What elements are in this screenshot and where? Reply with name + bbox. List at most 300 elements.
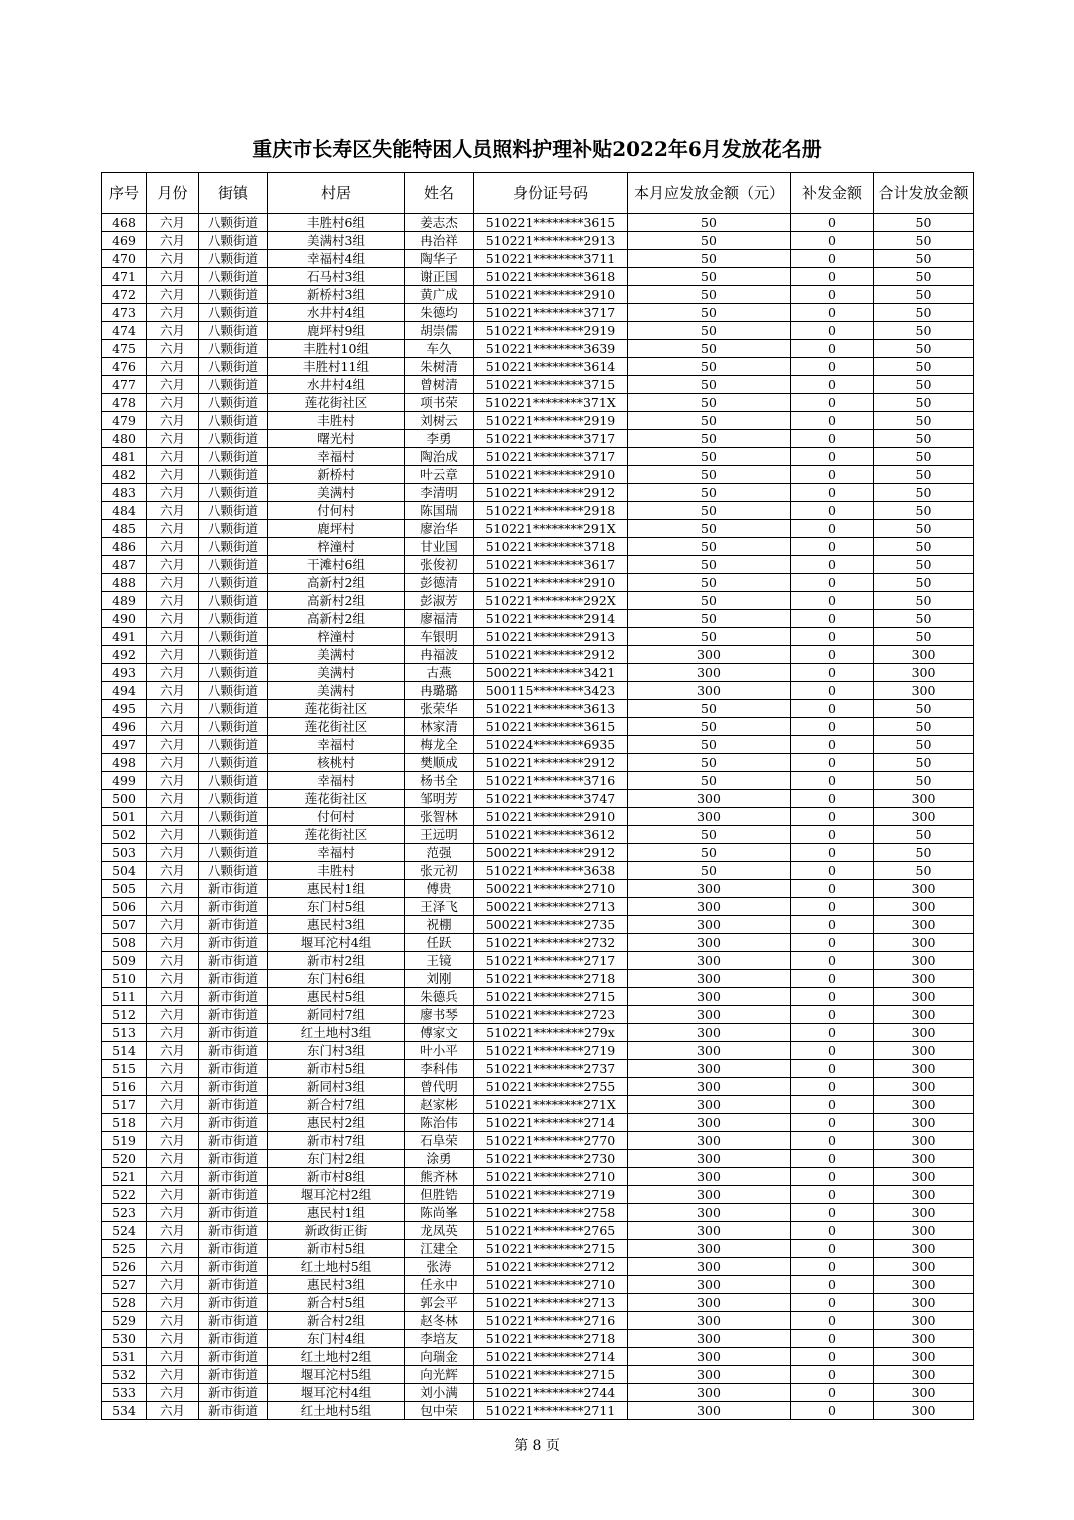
cell-total-amount: 50: [874, 376, 974, 394]
cell-id-number: 510221********2723: [474, 1006, 628, 1024]
cell-street: 八颗街道: [199, 862, 268, 880]
cell-month: 六月: [147, 1384, 199, 1402]
cell-village: 美满村3组: [268, 232, 405, 250]
cell-street: 新市街道: [199, 1258, 268, 1276]
cell-supplement-amount: 0: [791, 250, 874, 268]
cell-index: 468: [102, 214, 147, 232]
cell-supplement-amount: 0: [791, 1150, 874, 1168]
cell-month: 六月: [147, 1186, 199, 1204]
cell-total-amount: 300: [874, 916, 974, 934]
cell-monthly-amount: 50: [628, 520, 791, 538]
cell-month: 六月: [147, 358, 199, 376]
header-index: 序号: [102, 173, 147, 214]
cell-total-amount: 300: [874, 1402, 974, 1420]
cell-name: 郭会平: [405, 1294, 474, 1312]
cell-village: 新桥村: [268, 466, 405, 484]
cell-street: 新市街道: [199, 1114, 268, 1132]
cell-name: 项书荣: [405, 394, 474, 412]
cell-id-number: 510221********3717: [474, 304, 628, 322]
cell-index: 484: [102, 502, 147, 520]
cell-supplement-amount: 0: [791, 844, 874, 862]
cell-id-number: 510221********2914: [474, 610, 628, 628]
cell-street: 八颗街道: [199, 574, 268, 592]
cell-monthly-amount: 300: [628, 1402, 791, 1420]
table-row: [102, 754, 974, 772]
cell-id-number: 510221********2918: [474, 502, 628, 520]
cell-street: 新市街道: [199, 1150, 268, 1168]
cell-supplement-amount: 0: [791, 826, 874, 844]
cell-supplement-amount: 0: [791, 1348, 874, 1366]
cell-supplement-amount: 0: [791, 268, 874, 286]
cell-monthly-amount: 300: [628, 934, 791, 952]
cell-monthly-amount: 50: [628, 610, 791, 628]
cell-village: 新市村5组: [268, 1060, 405, 1078]
table-row: [102, 898, 974, 916]
cell-id-number: 510221********2719: [474, 1042, 628, 1060]
cell-id-number: 500115********3423: [474, 682, 628, 700]
cell-index: 521: [102, 1168, 147, 1186]
cell-name: 朱德均: [405, 304, 474, 322]
cell-village: 莲花街社区: [268, 826, 405, 844]
cell-supplement-amount: 0: [791, 556, 874, 574]
cell-name: 包中荣: [405, 1402, 474, 1420]
cell-supplement-amount: 0: [791, 340, 874, 358]
cell-name: 车银明: [405, 628, 474, 646]
cell-index: 476: [102, 358, 147, 376]
cell-village: 红土地村3组: [268, 1024, 405, 1042]
cell-monthly-amount: 50: [628, 754, 791, 772]
cell-monthly-amount: 50: [628, 556, 791, 574]
cell-id-number: 510221********2912: [474, 484, 628, 502]
cell-monthly-amount: 300: [628, 1222, 791, 1240]
table-row: [102, 772, 974, 790]
table-row: [102, 664, 974, 682]
cell-index: 496: [102, 718, 147, 736]
cell-total-amount: 300: [874, 1204, 974, 1222]
cell-id-number: 510221********271X: [474, 1096, 628, 1114]
cell-total-amount: 50: [874, 520, 974, 538]
cell-name: 陈尚峯: [405, 1204, 474, 1222]
cell-index: 530: [102, 1330, 147, 1348]
table-row: [102, 502, 974, 520]
cell-month: 六月: [147, 502, 199, 520]
table-row: [102, 1114, 974, 1132]
table-row: [102, 412, 974, 430]
cell-street: 新市街道: [199, 1168, 268, 1186]
cell-index: 511: [102, 988, 147, 1006]
cell-village: 新合村5组: [268, 1294, 405, 1312]
cell-month: 六月: [147, 1366, 199, 1384]
cell-index: 516: [102, 1078, 147, 1096]
cell-monthly-amount: 300: [628, 1312, 791, 1330]
table-row: [102, 538, 974, 556]
cell-street: 八颗街道: [199, 754, 268, 772]
cell-name: 黄广成: [405, 286, 474, 304]
cell-id-number: 510221********3718: [474, 538, 628, 556]
cell-supplement-amount: 0: [791, 1114, 874, 1132]
table-row: [102, 1150, 974, 1168]
cell-monthly-amount: 300: [628, 1042, 791, 1060]
table-row: [102, 1222, 974, 1240]
cell-monthly-amount: 300: [628, 1258, 791, 1276]
cell-street: 新市街道: [199, 1348, 268, 1366]
cell-supplement-amount: 0: [791, 1276, 874, 1294]
cell-month: 六月: [147, 466, 199, 484]
cell-month: 六月: [147, 340, 199, 358]
cell-index: 487: [102, 556, 147, 574]
cell-month: 六月: [147, 232, 199, 250]
cell-street: 八颗街道: [199, 412, 268, 430]
cell-street: 八颗街道: [199, 484, 268, 502]
header-supplement-amount: 补发金额: [791, 173, 874, 214]
cell-supplement-amount: 0: [791, 736, 874, 754]
cell-monthly-amount: 50: [628, 358, 791, 376]
cell-month: 六月: [147, 1078, 199, 1096]
cell-village: 新市村2组: [268, 952, 405, 970]
cell-monthly-amount: 300: [628, 1240, 791, 1258]
cell-total-amount: 300: [874, 1114, 974, 1132]
cell-total-amount: 300: [874, 1222, 974, 1240]
cell-name: 王镜: [405, 952, 474, 970]
table-row: [102, 1186, 974, 1204]
cell-name: 但胜锆: [405, 1186, 474, 1204]
cell-month: 六月: [147, 1096, 199, 1114]
cell-monthly-amount: 300: [628, 988, 791, 1006]
cell-total-amount: 50: [874, 700, 974, 718]
cell-id-number: 510221********3615: [474, 718, 628, 736]
cell-month: 六月: [147, 952, 199, 970]
cell-supplement-amount: 0: [791, 412, 874, 430]
cell-village: 幸福村: [268, 844, 405, 862]
cell-village: 新市村5组: [268, 1240, 405, 1258]
cell-supplement-amount: 0: [791, 790, 874, 808]
cell-month: 六月: [147, 556, 199, 574]
cell-village: 堰耳沱村4组: [268, 1384, 405, 1402]
cell-id-number: 510221********2910: [474, 286, 628, 304]
cell-supplement-amount: 0: [791, 610, 874, 628]
cell-month: 六月: [147, 1132, 199, 1150]
cell-name: 赵冬林: [405, 1312, 474, 1330]
table-row: [102, 322, 974, 340]
cell-month: 六月: [147, 844, 199, 862]
cell-village: 丰胜村6组: [268, 214, 405, 232]
cell-monthly-amount: 50: [628, 700, 791, 718]
cell-name: 江建全: [405, 1240, 474, 1258]
cell-total-amount: 50: [874, 484, 974, 502]
cell-total-amount: 300: [874, 988, 974, 1006]
cell-id-number: 510221********3639: [474, 340, 628, 358]
cell-village: 新市村8组: [268, 1168, 405, 1186]
cell-id-number: 510221********2919: [474, 322, 628, 340]
cell-monthly-amount: 50: [628, 286, 791, 304]
cell-name: 张元初: [405, 862, 474, 880]
cell-total-amount: 300: [874, 880, 974, 898]
cell-id-number: 500221********2710: [474, 880, 628, 898]
table-row: [102, 250, 974, 268]
cell-index: 480: [102, 430, 147, 448]
cell-village: 堰耳沱村4组: [268, 934, 405, 952]
cell-month: 六月: [147, 304, 199, 322]
cell-monthly-amount: 300: [628, 646, 791, 664]
cell-id-number: 510221********2912: [474, 754, 628, 772]
table-row: [102, 592, 974, 610]
cell-monthly-amount: 50: [628, 304, 791, 322]
cell-street: 八颗街道: [199, 772, 268, 790]
cell-street: 新市街道: [199, 988, 268, 1006]
cell-street: 八颗街道: [199, 466, 268, 484]
cell-month: 六月: [147, 214, 199, 232]
cell-id-number: 510221********2770: [474, 1132, 628, 1150]
cell-month: 六月: [147, 520, 199, 538]
cell-total-amount: 50: [874, 556, 974, 574]
cell-street: 八颗街道: [199, 520, 268, 538]
cell-index: 514: [102, 1042, 147, 1060]
cell-street: 新市街道: [199, 1132, 268, 1150]
cell-street: 八颗街道: [199, 826, 268, 844]
cell-supplement-amount: 0: [791, 214, 874, 232]
cell-month: 六月: [147, 250, 199, 268]
cell-supplement-amount: 0: [791, 502, 874, 520]
cell-village: 美满村: [268, 664, 405, 682]
cell-street: 八颗街道: [199, 268, 268, 286]
cell-id-number: 510221********2765: [474, 1222, 628, 1240]
table-row: [102, 520, 974, 538]
cell-month: 六月: [147, 772, 199, 790]
cell-month: 六月: [147, 1402, 199, 1420]
table-row: [102, 646, 974, 664]
cell-id-number: 510221********2719: [474, 1186, 628, 1204]
cell-total-amount: 50: [874, 502, 974, 520]
cell-id-number: 510221********2712: [474, 1258, 628, 1276]
cell-monthly-amount: 50: [628, 574, 791, 592]
cell-monthly-amount: 50: [628, 538, 791, 556]
page-number: 第 8 页: [514, 1438, 560, 1454]
cell-village: 惠民村3组: [268, 1276, 405, 1294]
cell-index: 474: [102, 322, 147, 340]
cell-street: 八颗街道: [199, 556, 268, 574]
cell-name: 姜志杰: [405, 214, 474, 232]
cell-name: 朱德兵: [405, 988, 474, 1006]
cell-monthly-amount: 50: [628, 268, 791, 286]
cell-street: 八颗街道: [199, 250, 268, 268]
cell-name: 刘树云: [405, 412, 474, 430]
cell-supplement-amount: 0: [791, 1402, 874, 1420]
cell-supplement-amount: 0: [791, 1186, 874, 1204]
cell-name: 张荣华: [405, 700, 474, 718]
cell-total-amount: 300: [874, 1024, 974, 1042]
cell-street: 新市街道: [199, 1330, 268, 1348]
cell-name: 王泽飞: [405, 898, 474, 916]
cell-index: 518: [102, 1114, 147, 1132]
cell-monthly-amount: 50: [628, 250, 791, 268]
cell-village: 莲花街社区: [268, 718, 405, 736]
table-row: [102, 916, 974, 934]
cell-index: 503: [102, 844, 147, 862]
cell-supplement-amount: 0: [791, 376, 874, 394]
cell-total-amount: 300: [874, 1276, 974, 1294]
cell-month: 六月: [147, 268, 199, 286]
cell-id-number: 510221********2730: [474, 1150, 628, 1168]
cell-street: 新市街道: [199, 1204, 268, 1222]
cell-index: 472: [102, 286, 147, 304]
cell-village: 惠民村5组: [268, 988, 405, 1006]
cell-street: 八颗街道: [199, 394, 268, 412]
cell-street: 八颗街道: [199, 376, 268, 394]
cell-id-number: 510221********3613: [474, 700, 628, 718]
cell-name: 朱树清: [405, 358, 474, 376]
cell-month: 六月: [147, 1204, 199, 1222]
cell-monthly-amount: 50: [628, 826, 791, 844]
cell-street: 新市街道: [199, 970, 268, 988]
cell-street: 八颗街道: [199, 664, 268, 682]
cell-supplement-amount: 0: [791, 232, 874, 250]
table-row: [102, 448, 974, 466]
table-row: [102, 1006, 974, 1024]
cell-monthly-amount: 300: [628, 664, 791, 682]
cell-id-number: 510221********2717: [474, 952, 628, 970]
table-row: [102, 358, 974, 376]
cell-street: 新市街道: [199, 1060, 268, 1078]
cell-total-amount: 300: [874, 1240, 974, 1258]
cell-monthly-amount: 50: [628, 430, 791, 448]
cell-monthly-amount: 300: [628, 790, 791, 808]
cell-index: 477: [102, 376, 147, 394]
cell-monthly-amount: 50: [628, 394, 791, 412]
cell-month: 六月: [147, 1330, 199, 1348]
header-month: 月份: [147, 173, 199, 214]
cell-supplement-amount: 0: [791, 934, 874, 952]
cell-monthly-amount: 50: [628, 736, 791, 754]
table-row: [102, 1402, 974, 1420]
cell-month: 六月: [147, 988, 199, 1006]
cell-month: 六月: [147, 1348, 199, 1366]
cell-name: 涂勇: [405, 1150, 474, 1168]
cell-month: 六月: [147, 484, 199, 502]
cell-name: 石阜荣: [405, 1132, 474, 1150]
cell-village: 新市村7组: [268, 1132, 405, 1150]
cell-month: 六月: [147, 1042, 199, 1060]
cell-monthly-amount: 300: [628, 1114, 791, 1132]
cell-month: 六月: [147, 1276, 199, 1294]
cell-total-amount: 300: [874, 1366, 974, 1384]
cell-street: 八颗街道: [199, 718, 268, 736]
table-row: [102, 1042, 974, 1060]
cell-street: 新市街道: [199, 1384, 268, 1402]
cell-name: 祝棚: [405, 916, 474, 934]
cell-village: 新合村2组: [268, 1312, 405, 1330]
table-row: [102, 1366, 974, 1384]
cell-supplement-amount: 0: [791, 1384, 874, 1402]
table-row: [102, 1240, 974, 1258]
cell-month: 六月: [147, 862, 199, 880]
cell-id-number: 510221********3717: [474, 430, 628, 448]
table-row: [102, 340, 974, 358]
cell-supplement-amount: 0: [791, 394, 874, 412]
cell-total-amount: 300: [874, 1168, 974, 1186]
cell-monthly-amount: 300: [628, 1078, 791, 1096]
cell-total-amount: 50: [874, 322, 974, 340]
cell-total-amount: 300: [874, 646, 974, 664]
cell-id-number: 510221********2910: [474, 466, 628, 484]
cell-name: 赵家彬: [405, 1096, 474, 1114]
cell-month: 六月: [147, 1240, 199, 1258]
cell-index: 493: [102, 664, 147, 682]
cell-village: 丰胜村: [268, 412, 405, 430]
cell-monthly-amount: 300: [628, 1186, 791, 1204]
cell-month: 六月: [147, 1060, 199, 1078]
cell-supplement-amount: 0: [791, 916, 874, 934]
cell-id-number: 510221********2710: [474, 1168, 628, 1186]
cell-total-amount: 50: [874, 430, 974, 448]
cell-name: 叶云章: [405, 466, 474, 484]
cell-village: 干滩村6组: [268, 556, 405, 574]
cell-total-amount: 300: [874, 664, 974, 682]
cell-name: 张涛: [405, 1258, 474, 1276]
cell-id-number: 510221********3618: [474, 268, 628, 286]
table-row: [102, 1330, 974, 1348]
cell-total-amount: 50: [874, 358, 974, 376]
cell-id-number: 500221********2713: [474, 898, 628, 916]
cell-id-number: 510221********292X: [474, 592, 628, 610]
cell-name: 梅龙全: [405, 736, 474, 754]
cell-month: 六月: [147, 916, 199, 934]
cell-month: 六月: [147, 628, 199, 646]
cell-month: 六月: [147, 1294, 199, 1312]
cell-month: 六月: [147, 970, 199, 988]
cell-name: 廖福清: [405, 610, 474, 628]
cell-month: 六月: [147, 898, 199, 916]
cell-index: 483: [102, 484, 147, 502]
cell-monthly-amount: 50: [628, 466, 791, 484]
cell-name: 傅家文: [405, 1024, 474, 1042]
cell-month: 六月: [147, 412, 199, 430]
cell-id-number: 510221********2716: [474, 1312, 628, 1330]
cell-month: 六月: [147, 1168, 199, 1186]
cell-street: 新市街道: [199, 1402, 268, 1420]
cell-id-number: 500221********2912: [474, 844, 628, 862]
cell-street: 八颗街道: [199, 448, 268, 466]
cell-total-amount: 50: [874, 628, 974, 646]
cell-total-amount: 300: [874, 898, 974, 916]
cell-village: 核桃村: [268, 754, 405, 772]
cell-total-amount: 50: [874, 250, 974, 268]
cell-total-amount: 50: [874, 736, 974, 754]
cell-month: 六月: [147, 754, 199, 772]
cell-total-amount: 50: [874, 304, 974, 322]
cell-total-amount: 50: [874, 862, 974, 880]
cell-name: 彭淑芳: [405, 592, 474, 610]
cell-name: 刘小满: [405, 1384, 474, 1402]
cell-street: 八颗街道: [199, 286, 268, 304]
cell-monthly-amount: 300: [628, 1366, 791, 1384]
cell-name: 陈国瑞: [405, 502, 474, 520]
cell-id-number: 510221********2910: [474, 574, 628, 592]
cell-supplement-amount: 0: [791, 988, 874, 1006]
cell-index: 506: [102, 898, 147, 916]
table-row: [102, 1384, 974, 1402]
cell-monthly-amount: 300: [628, 952, 791, 970]
cell-month: 六月: [147, 1150, 199, 1168]
cell-month: 六月: [147, 1222, 199, 1240]
table-row: [102, 1060, 974, 1078]
cell-monthly-amount: 50: [628, 628, 791, 646]
cell-id-number: 510221********2718: [474, 1330, 628, 1348]
cell-total-amount: 300: [874, 1150, 974, 1168]
cell-village: 惠民村1组: [268, 880, 405, 898]
cell-village: 堰耳沱村2组: [268, 1186, 405, 1204]
cell-total-amount: 50: [874, 754, 974, 772]
cell-street: 八颗街道: [199, 340, 268, 358]
